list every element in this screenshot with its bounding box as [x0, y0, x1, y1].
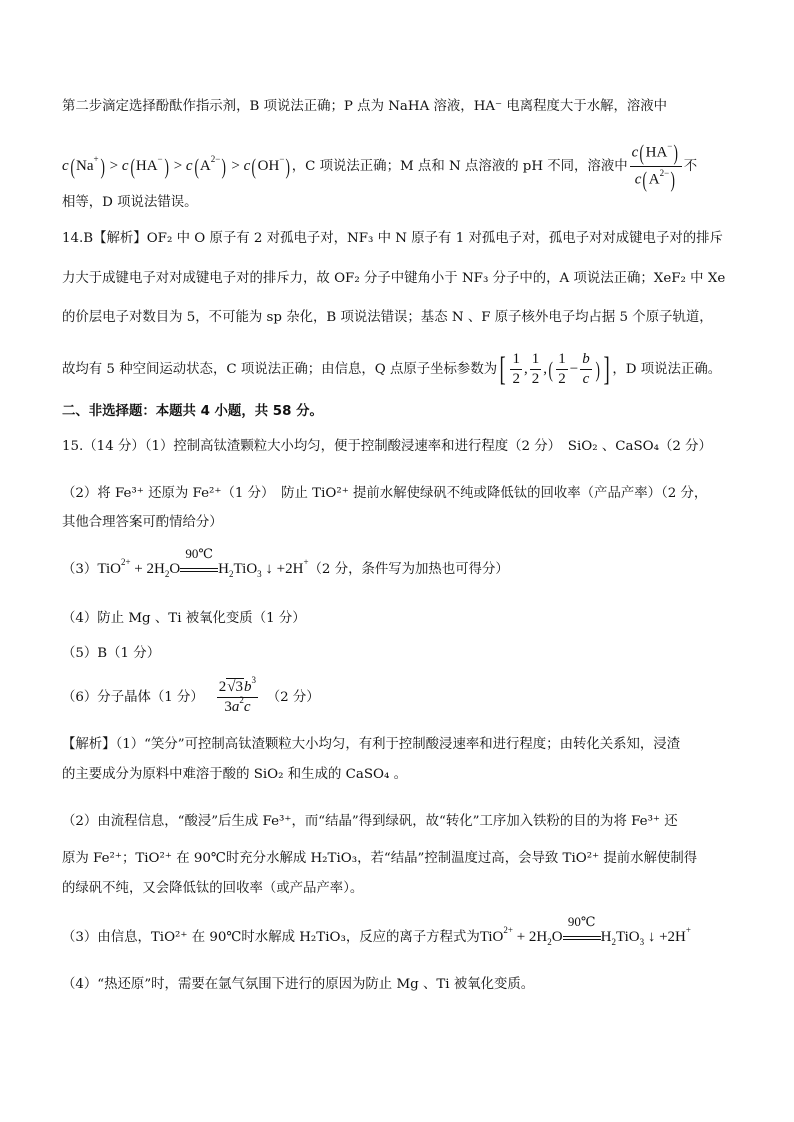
text-segment: SiO₂ 、CaSO₄（2 分） — [567, 439, 712, 454]
analysis-3 — [62, 914, 691, 947]
analysis-head: 【解析】 — [62, 737, 116, 752]
text-line: 第二步滴定选择酚酞作指示剂，B 项说法正确；P 点为 NaHA 溶液，HA⁻ 电离程度大于水解，溶液中 — [62, 99, 668, 114]
text-segment: ，C 项说法正确；M 点和 N 点溶液的 pH 不同，溶液中 — [291, 159, 628, 174]
text-segment: 不 — [683, 159, 698, 174]
text-segment: （1）“笑分”可控制高钛渣颗粒大小均匀，有利于控制酸浸速率和进行程度；由转化关系知，浸渣 — [115, 737, 681, 752]
answer-15-1 — [62, 440, 712, 453]
text-line: 的价层电子对数目为 5，不可能为 sp 杂化，B 项说法错误；基态 N 、F 原子核外电子均占据 5 个原子轨道， — [62, 310, 713, 325]
inequality-formula: $c(Na^+) > c(HA^-) > c(A^{2-}) > c(OH^-)$ — [62, 153, 291, 179]
question-14-line — [62, 232, 723, 245]
text-segment: （6）分子晶体（1 分） — [62, 690, 198, 705]
concentration-inequality-line — [62, 142, 697, 191]
text-line: 力大于成键电子对对成键电子对的排斥力，故 OF₂ 分子中键角小于 NF₃ 分子中的，A 项说法正确；XeF₂ 中 Xe — [62, 271, 726, 286]
answer-15-3 — [62, 546, 509, 579]
density-fraction: $\frac{2√3b^3}{3a^2c}$ — [218, 675, 257, 715]
reaction-condition: 90℃ — [567, 914, 596, 929]
text-line: 原为 Fe²⁺；TiO²⁺ 在 90℃时充分水解成 H₂TiO₃，若“结晶”控制温度过高，会导致 TiO²⁺ 提前水解使制得 — [62, 851, 698, 866]
reaction-equation: $TiO^{2+} + 2H_2O$ 90℃ $H_2TiO_3$ ↓ +2H+ — [97, 546, 309, 579]
text-line: 其他合理答案可酌情给分） — [62, 515, 223, 530]
ratio-fraction: $\frac{c(HA^-)}{c(A^{2-})}$ — [630, 142, 682, 191]
text-line: 的绿矾不纯，又会降低钛的回收率（或产品产率）。 — [62, 881, 364, 896]
reaction-condition: 90℃ — [185, 546, 213, 561]
answer-15-4: （4）防止 Mg 、Ti 被氧化变质（1 分） — [62, 611, 306, 626]
reaction-equation: $TiO^{2+} + 2H_2O$ 90℃ $H_2TiO_3$ ↓ +2H+ — [479, 914, 691, 947]
text-segment: （2 分） — [273, 690, 320, 705]
answer-15-2: （2）将 Fe³⁺ 还原为 Fe²⁺（1 分） 防止 TiO²⁺ 提前水解使绿矾不纯或降低钛的回收率（产品产率）（2 分， — [62, 486, 708, 501]
answer-head: 14.B【解析】 — [62, 231, 147, 246]
analysis-2: （2）由流程信息，“酸浸”后生成 Fe³⁺，而“结晶”得到绿矾，故“转化”工序加入铁粉的目的为将 Fe³⁺ 还 — [62, 814, 678, 829]
analysis-1 — [62, 738, 680, 751]
analysis-4: （4）“热还原”时，需要在氩气氛围下进行的原因为防止 Mg 、Ti 被氧化变质。 — [62, 977, 535, 992]
text-segment: ，D 项说法正确。 — [612, 361, 722, 377]
text-segment: （3） — [62, 562, 98, 577]
text-segment: （3）由信息，TiO²⁺ 在 90℃时水解成 H₂TiO₃，反应的离子方程式为 — [62, 930, 480, 945]
coordinate-formula: [ $\frac{1}{2}$ , $\frac{1}{2}$ ,( $\frac{1}{2}$ − $\frac{b}{c}$ ) ] — [499, 350, 610, 388]
answer-15-6 — [62, 675, 320, 715]
text-line: 相等，D 项说法错误。 — [62, 195, 198, 210]
coordinate-line — [62, 352, 721, 387]
text-segment: 故均有 5 种空间运动状态，C 项说法正确；由信息，Q 点原子坐标参数为 — [62, 361, 498, 377]
answer-15-5: （5）B（1 分） — [62, 646, 161, 661]
text-segment: 15.（14 分）（1）控制高钛渣颗粒大小均匀，便于控制酸浸速率和进行程度（2 分） — [62, 439, 555, 454]
text-line: 的主要成分为原料中难溶于酸的 SiO₂ 和生成的 CaSO₄ 。 — [62, 767, 407, 782]
text-segment: OF₂ 中 O 原子有 2 对孤电子对，NF₃ 中 N 原子有 1 对孤电子对，孤电子对对成键电子对的排斥 — [146, 231, 723, 246]
section-heading: 二、非选择题：本题共 4 小题，共 58 分。 — [62, 404, 323, 419]
text-segment: （2 分，条件写为加热也可得分） — [308, 562, 509, 577]
